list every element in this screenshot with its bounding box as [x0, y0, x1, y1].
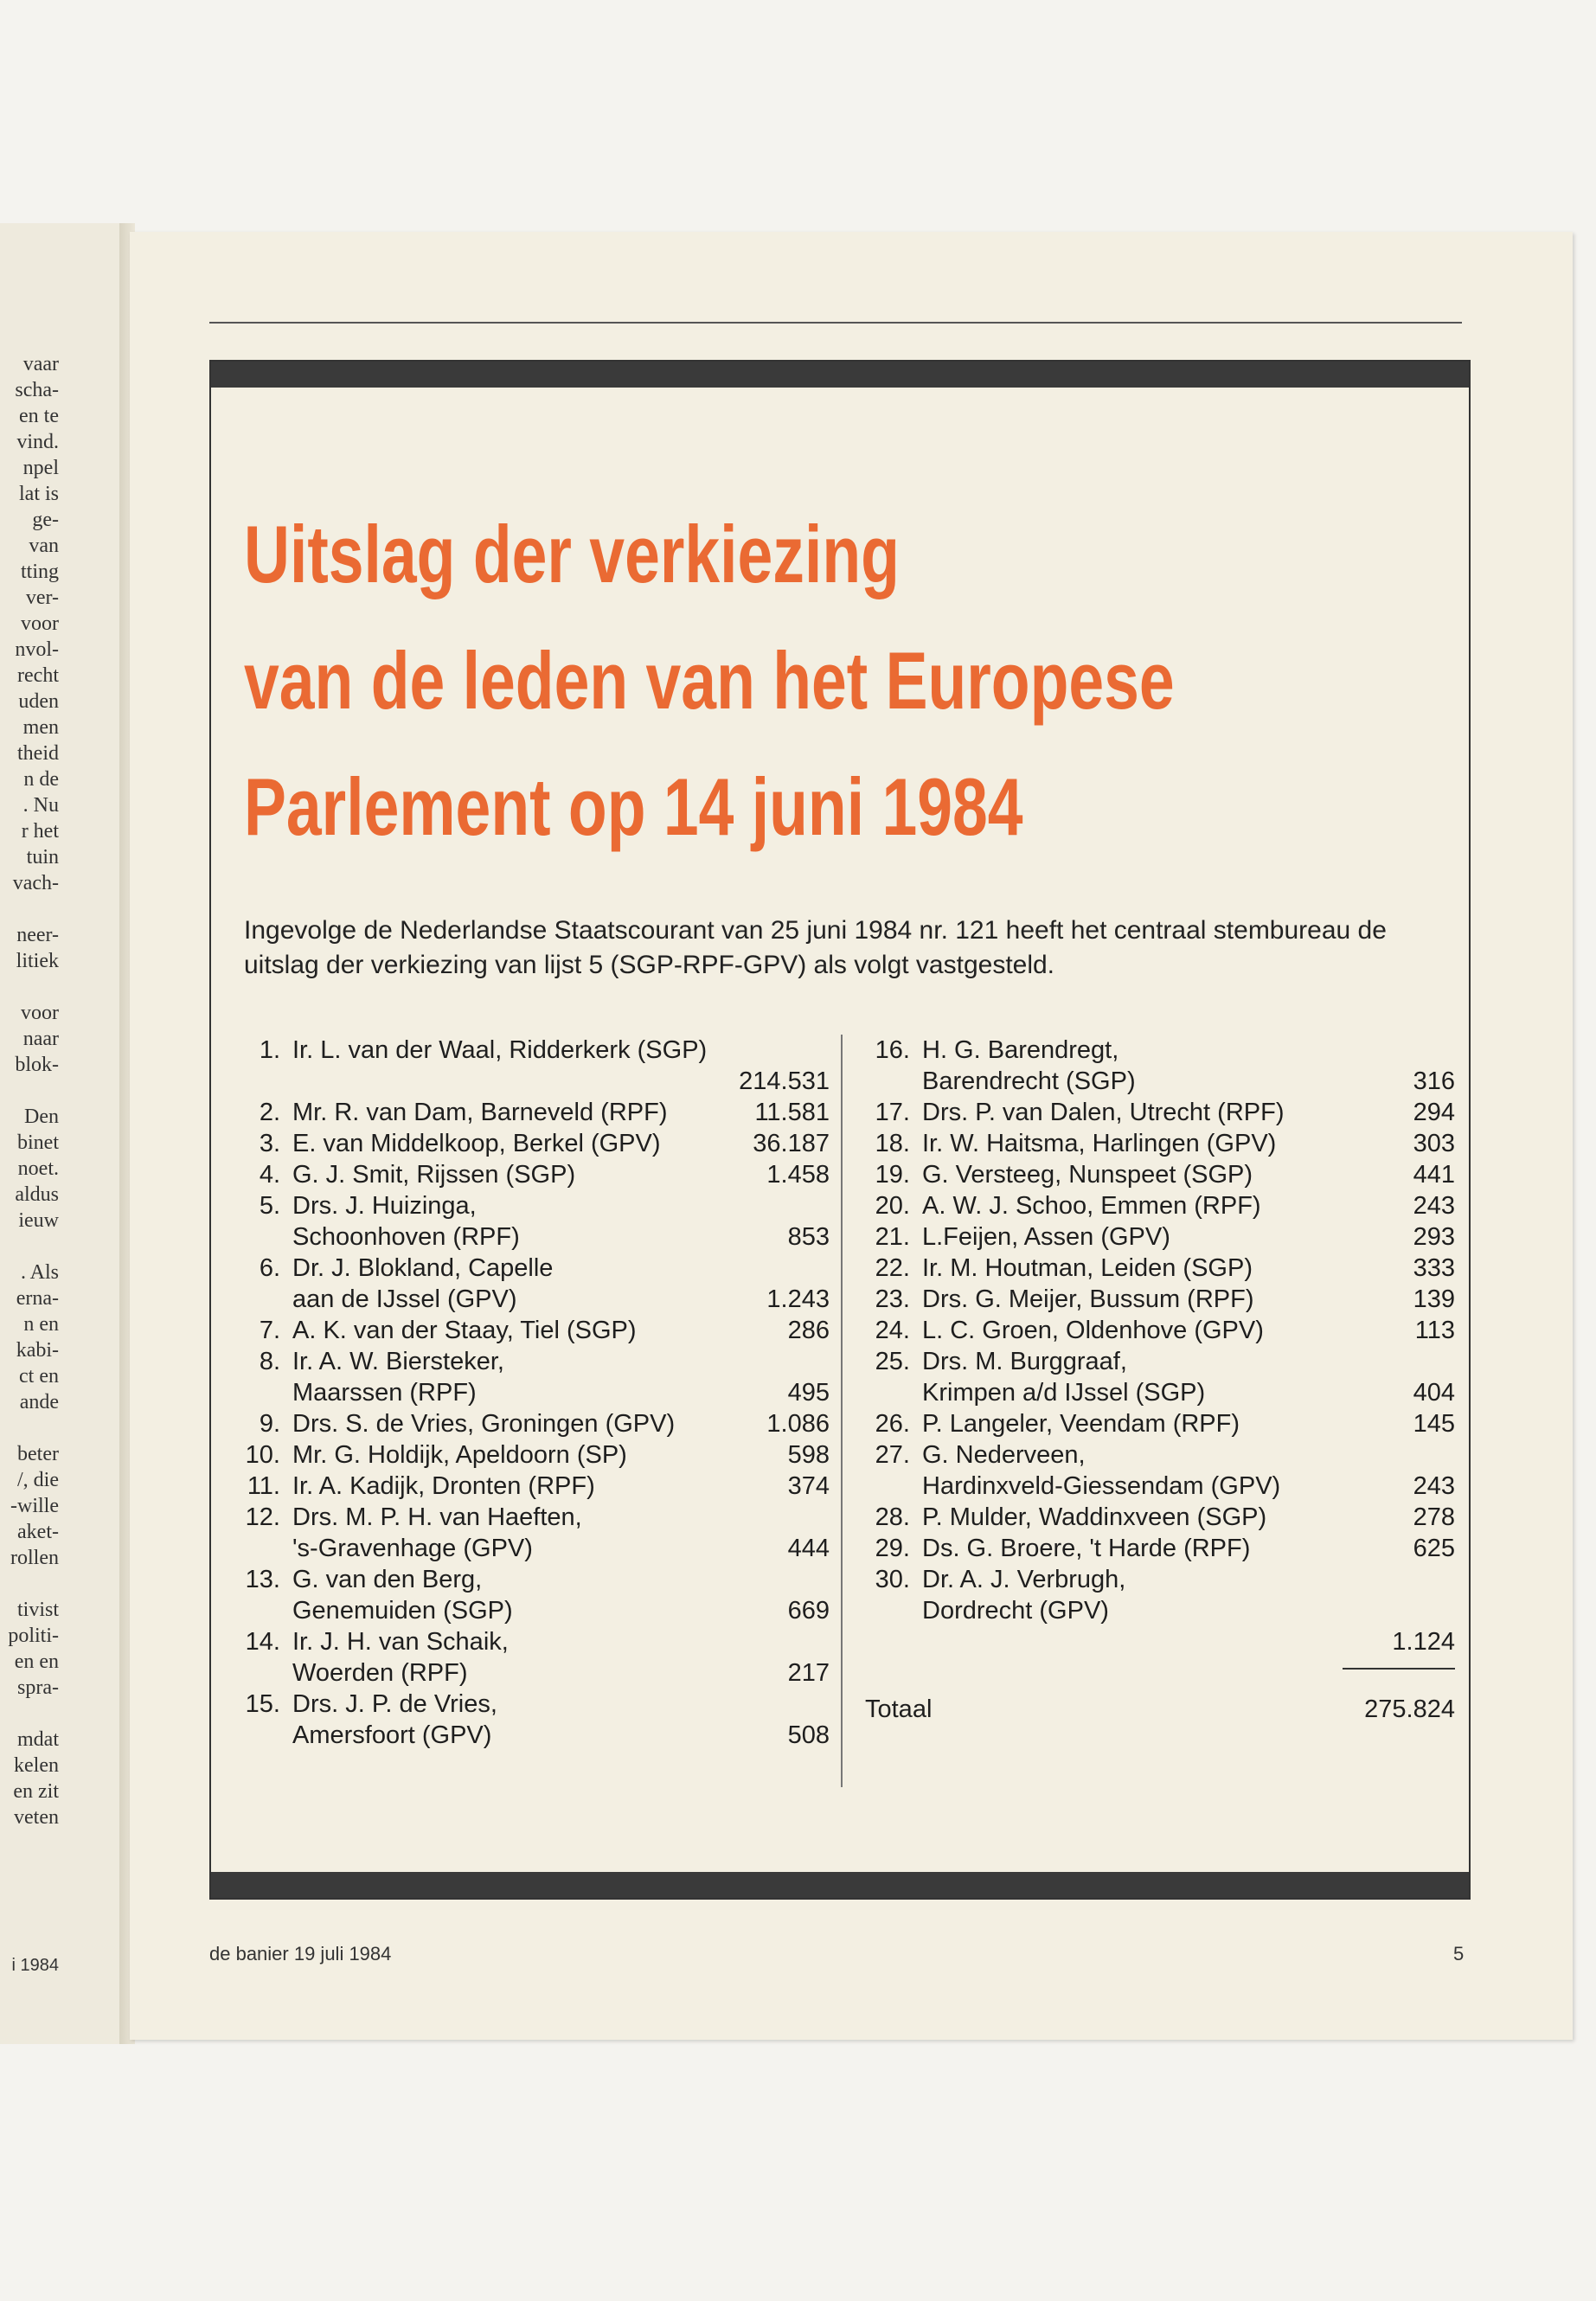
results-right-column [858, 1035, 1455, 1725]
left-page-text-line: Den [24, 1106, 59, 1128]
candidate-text: Drs. J. P. de Vries, [292, 1690, 497, 1718]
result-rank: 21. [875, 1223, 910, 1251]
candidate-text: Drs. J. Huizinga, [292, 1192, 477, 1220]
result-rank: 22. [875, 1254, 910, 1282]
result-body [910, 1564, 1455, 1657]
result-rank: 17. [875, 1099, 910, 1126]
result-body [280, 1439, 830, 1471]
result-entry [858, 1253, 1455, 1284]
left-page-text-line: noet. [17, 1157, 59, 1180]
headline-line-2: van de leden van het Europese [244, 635, 1175, 726]
candidate-text: Ir. A. Kadijk, Dronten (RPF) [292, 1472, 595, 1500]
left-page-text-line: voor [21, 1002, 59, 1024]
candidate-text: E. van Middelkoop, Berkel (GPV) [292, 1130, 661, 1157]
result-line [292, 1720, 830, 1751]
candidate-text: P. Mulder, Waddinxveen (SGP) [922, 1503, 1267, 1531]
left-page-text-line: r het [21, 820, 59, 843]
result-line [922, 1159, 1455, 1190]
vote-count: 444 [787, 1535, 830, 1562]
vote-count: 1.458 [766, 1161, 830, 1189]
candidate-text: Hardinxveld-Giessendam (GPV) [922, 1472, 1281, 1500]
left-page-text-line: scha- [15, 379, 59, 401]
result-line [922, 1533, 1455, 1564]
candidate-text: Woerden (RPF) [292, 1659, 468, 1687]
candidate-text: Dr. A. J. Verbrugh, [922, 1566, 1126, 1593]
result-line [922, 1346, 1455, 1377]
result-entry [858, 1502, 1455, 1533]
result-line [922, 1066, 1455, 1097]
vote-count: 294 [1413, 1099, 1455, 1126]
candidate-text: Drs. P. van Dalen, Utrecht (RPF) [922, 1099, 1285, 1126]
result-line [922, 1221, 1455, 1253]
candidate-text: aan de IJssel (GPV) [292, 1285, 517, 1313]
candidate-text: G. Versteeg, Nunspeet (SGP) [922, 1161, 1253, 1189]
result-entry [228, 1035, 830, 1097]
left-page-text-line: politi- [8, 1625, 59, 1647]
result-line [292, 1346, 830, 1377]
total-rule [1343, 1668, 1455, 1670]
result-line [292, 1626, 830, 1657]
result-entry [858, 1315, 1455, 1346]
left-page-text-line: uden [18, 690, 59, 713]
candidate-text: Mr. R. van Dam, Barneveld (RPF) [292, 1099, 668, 1126]
vote-count: 293 [1413, 1223, 1455, 1251]
left-page-text-line [0, 1415, 59, 1441]
candidate-text: G. J. Smit, Rijssen (SGP) [292, 1161, 576, 1189]
result-rank: 2. [259, 1099, 280, 1126]
left-page-text-line: lat is [19, 483, 59, 505]
result-line [292, 1284, 830, 1315]
left-page-text-column [0, 351, 59, 1830]
vote-count: 217 [787, 1659, 830, 1687]
candidate-text: Schoonhoven (RPF) [292, 1223, 520, 1251]
vote-count: 139 [1413, 1285, 1455, 1313]
left-page-text-line: ande [19, 1391, 59, 1413]
page-footer-publication: de banier 19 juli 1984 [209, 1943, 392, 1965]
result-entry [858, 1439, 1455, 1502]
candidate-text: Ds. G. Broere, 't Harde (RPF) [922, 1535, 1251, 1562]
result-body [910, 1315, 1455, 1346]
candidate-text: G. Nederveen, [922, 1441, 1086, 1469]
left-page-text-line [0, 974, 59, 1000]
result-entry [228, 1502, 830, 1564]
left-page-text-line: vind. [16, 431, 59, 453]
results-right-list [858, 1035, 1455, 1657]
result-line [292, 1439, 830, 1471]
result-entry [858, 1564, 1455, 1657]
result-rank: 4. [259, 1161, 280, 1189]
left-page-text-line: nvol- [15, 638, 59, 661]
result-body [280, 1346, 830, 1408]
result-rank: 1. [259, 1036, 280, 1064]
vote-count: 495 [787, 1379, 830, 1407]
result-line [292, 1564, 830, 1595]
result-rank: 24. [875, 1317, 910, 1344]
left-page-text-line: vach- [12, 872, 59, 894]
left-page-text-line: /, die [17, 1469, 59, 1491]
result-entry [858, 1097, 1455, 1128]
result-body [280, 1190, 830, 1253]
candidate-text: Ir. A. W. Biersteker, [292, 1348, 504, 1375]
result-body [280, 1315, 830, 1346]
result-line [292, 1377, 830, 1408]
candidate-text: Genemuiden (SGP) [292, 1597, 513, 1625]
magazine-page [130, 232, 1573, 2040]
vote-count: 11.581 [754, 1099, 830, 1126]
left-page-text-line [0, 1571, 59, 1597]
vote-count: 214.531 [739, 1067, 830, 1095]
result-line [292, 1035, 830, 1066]
result-rank: 20. [875, 1192, 910, 1220]
vote-count: 669 [787, 1597, 830, 1625]
left-page-text-line: naar [22, 1028, 59, 1050]
result-body [280, 1159, 830, 1190]
result-entry [228, 1346, 830, 1408]
candidate-text: 's-Gravenhage (GPV) [292, 1535, 533, 1562]
left-page-text-line: van [29, 535, 59, 557]
left-page-text-line: men [22, 716, 59, 739]
headline-line-3: Parlement op 14 juni 1984 [244, 761, 1023, 852]
left-page-text-line: en te [19, 405, 59, 427]
result-body [280, 1626, 830, 1689]
candidate-text: Krimpen a/d IJssel (SGP) [922, 1379, 1206, 1407]
candidate-text: Ir. L. van der Waal, Ridderkerk (SGP) [292, 1036, 708, 1064]
result-rank: 8. [259, 1348, 280, 1375]
left-page-text-line: tuin [26, 846, 59, 868]
result-line [922, 1253, 1455, 1284]
result-body [910, 1190, 1455, 1221]
top-bar [211, 362, 1469, 388]
vote-count: 286 [787, 1317, 830, 1344]
result-entry [858, 1190, 1455, 1221]
candidate-text: G. van den Berg, [292, 1566, 483, 1593]
headline [244, 491, 1175, 870]
left-page-text-line: n de [23, 768, 59, 791]
result-entry [858, 1533, 1455, 1564]
left-page-text-line [0, 1078, 59, 1104]
result-body [280, 1253, 830, 1315]
left-page-text-line: rollen [10, 1547, 59, 1569]
left-page-text-line: vaar [22, 353, 59, 375]
result-line [292, 1408, 830, 1439]
result-body [910, 1221, 1455, 1253]
result-body [910, 1284, 1455, 1315]
left-page [0, 223, 130, 2044]
left-page-text-line: ct en [19, 1365, 59, 1388]
result-line [292, 1221, 830, 1253]
candidate-text: Amersfoort (GPV) [292, 1721, 492, 1749]
left-page-text-line: . Nu [22, 794, 59, 817]
result-entry [228, 1408, 830, 1439]
left-page-footer: i 1984 [11, 1956, 59, 1975]
result-entry [228, 1253, 830, 1315]
left-page-text-line: erna- [16, 1287, 59, 1310]
candidate-text: P. Langeler, Veendam (RPF) [922, 1410, 1240, 1438]
result-entry [228, 1190, 830, 1253]
left-page-text-line: binet [17, 1131, 59, 1154]
left-page-text-line: -wille [10, 1495, 59, 1517]
result-rank: 18. [875, 1130, 910, 1157]
result-rank: 19. [875, 1161, 910, 1189]
result-rank: 27. [875, 1441, 910, 1469]
left-page-text-line: tting [20, 561, 59, 583]
result-entry [228, 1439, 830, 1471]
result-body [910, 1408, 1455, 1439]
vote-count: 316 [1413, 1067, 1455, 1095]
intro-paragraph [244, 913, 1438, 983]
column-divider [841, 1035, 843, 1787]
result-rank: 30. [875, 1566, 910, 1593]
result-body [910, 1159, 1455, 1190]
vote-count: 333 [1413, 1254, 1455, 1282]
result-line [922, 1471, 1455, 1502]
result-line [922, 1128, 1455, 1159]
result-body [910, 1439, 1455, 1502]
candidate-text: Drs. S. de Vries, Groningen (GPV) [292, 1410, 676, 1438]
result-rank: 25. [875, 1348, 910, 1375]
result-line [292, 1502, 830, 1533]
candidate-text: Ir. W. Haitsma, Harlingen (GPV) [922, 1130, 1277, 1157]
intro-line-2: uitslag der verkiezing van lijst 5 (SGP-RPF-GPV) als volgt vastgesteld. [244, 951, 1055, 979]
result-rank: 11. [247, 1472, 280, 1500]
left-page-text-line: spra- [17, 1676, 59, 1699]
result-rank: 9. [259, 1410, 280, 1438]
result-line [922, 1564, 1455, 1595]
result-entry [228, 1315, 830, 1346]
left-page-text-line: litiek [16, 950, 59, 972]
result-line [922, 1439, 1455, 1471]
result-body [910, 1533, 1455, 1564]
result-line [922, 1097, 1455, 1128]
candidate-text: Barendrecht (SGP) [922, 1067, 1136, 1095]
vote-count: 243 [1413, 1472, 1455, 1500]
result-line [292, 1159, 830, 1190]
result-rank: 15. [245, 1690, 280, 1718]
left-page-text-line: ver- [25, 586, 59, 609]
result-line [922, 1035, 1455, 1066]
result-entry [858, 1408, 1455, 1439]
result-line [292, 1689, 830, 1720]
left-page-text-line: veten [14, 1806, 59, 1829]
result-entry [858, 1128, 1455, 1159]
result-entry [228, 1689, 830, 1751]
vote-count: 1.243 [766, 1285, 830, 1313]
result-rank: 7. [259, 1317, 280, 1344]
candidate-text: L. C. Groen, Oldenhove (GPV) [922, 1317, 1264, 1344]
result-entry [228, 1626, 830, 1689]
candidate-text: A. K. van der Staay, Tiel (SGP) [292, 1317, 637, 1344]
vote-count: 145 [1413, 1410, 1455, 1438]
top-rule [209, 322, 1462, 324]
result-rank: 16. [875, 1036, 910, 1064]
left-page-text-line: theid [17, 742, 59, 765]
left-page-text-line: voor [21, 612, 59, 635]
result-line [922, 1502, 1455, 1533]
result-line [922, 1408, 1455, 1439]
candidate-text: Maarssen (RPF) [292, 1379, 477, 1407]
result-body [910, 1128, 1455, 1159]
vote-count: 303 [1413, 1130, 1455, 1157]
candidate-text: Mr. G. Holdijk, Apeldoorn (SP) [292, 1441, 627, 1469]
left-page-text-line: npel [22, 457, 59, 479]
result-body [910, 1097, 1455, 1128]
vote-count: 404 [1413, 1379, 1455, 1407]
result-line [292, 1315, 830, 1346]
result-rank: 12. [245, 1503, 280, 1531]
vote-count: 113 [1414, 1317, 1455, 1344]
result-body [280, 1689, 830, 1751]
vote-count: 508 [787, 1721, 830, 1749]
result-rank: 29. [875, 1535, 910, 1562]
left-page-text-line: n en [23, 1313, 59, 1336]
vote-count: 1.086 [766, 1410, 830, 1438]
vote-count: 853 [787, 1223, 830, 1251]
vote-count: 1.124 [1392, 1628, 1455, 1656]
left-page-text-line [0, 896, 59, 922]
left-page-text-line: ge- [32, 509, 59, 531]
left-page-text-line: . Als [20, 1261, 59, 1284]
result-entry [858, 1284, 1455, 1315]
bottom-bar [211, 1872, 1469, 1898]
vote-count: 36.187 [753, 1130, 830, 1157]
candidate-text: Ir. M. Houtman, Leiden (SGP) [922, 1254, 1253, 1282]
result-entry [228, 1097, 830, 1128]
left-page-text-line: mdat [17, 1728, 59, 1751]
results-left-column [228, 1035, 830, 1751]
result-body [280, 1564, 830, 1626]
left-page-text-line: recht [17, 664, 59, 687]
left-page-text-line: beter [17, 1443, 59, 1465]
result-line [292, 1595, 830, 1626]
vote-count: 625 [1413, 1535, 1455, 1562]
result-line [292, 1657, 830, 1689]
result-entry [858, 1035, 1455, 1097]
candidate-text: Dordrecht (GPV) [922, 1597, 1109, 1625]
candidate-text: Dr. J. Blokland, Capelle [292, 1254, 554, 1282]
vote-count: 598 [787, 1441, 830, 1469]
result-body [910, 1253, 1455, 1284]
left-page-text-line: tivist [16, 1599, 59, 1621]
candidate-text: Drs. G. Meijer, Bussum (RPF) [922, 1285, 1254, 1313]
result-line [292, 1190, 830, 1221]
left-page-text-line: neer- [16, 924, 59, 946]
vote-count: 374 [787, 1472, 830, 1500]
candidate-text: Ir. J. H. van Schaik, [292, 1628, 509, 1656]
vote-count: 243 [1413, 1192, 1455, 1220]
result-body [280, 1128, 830, 1159]
result-rank: 6. [259, 1254, 280, 1282]
result-line [922, 1377, 1455, 1408]
candidate-text: H. G. Barendregt, [922, 1036, 1119, 1064]
result-body [910, 1035, 1455, 1097]
result-rank: 3. [259, 1130, 280, 1157]
result-rank: 13. [245, 1566, 280, 1593]
left-page-text-line: kelen [14, 1754, 59, 1777]
result-line [292, 1097, 830, 1128]
left-page-text-line: en en [14, 1650, 59, 1673]
result-entry [858, 1221, 1455, 1253]
result-line [922, 1190, 1455, 1221]
result-line [922, 1595, 1455, 1626]
left-page-text-line: en zit [13, 1780, 59, 1803]
result-body [910, 1346, 1455, 1408]
left-page-text-line: aket- [17, 1521, 59, 1543]
left-page-text-line: kabi- [16, 1339, 59, 1362]
total-row [858, 1694, 1455, 1725]
candidate-text: A. W. J. Schoo, Emmen (RPF) [922, 1192, 1261, 1220]
left-page-text-line [0, 1234, 59, 1259]
intro-line-1: Ingevolge de Nederlandse Staatscourant van 25 juni 1984 nr. 121 heeft het centraal stembureau de [244, 916, 1387, 945]
total-label: Totaal [865, 1695, 933, 1723]
candidate-text: L.Feijen, Assen (GPV) [922, 1223, 1170, 1251]
results-box [209, 360, 1471, 1900]
left-page-text-line [0, 1701, 59, 1727]
left-page-text-line: blok- [15, 1054, 59, 1076]
result-line [292, 1128, 830, 1159]
candidate-text: Drs. M. P. H. van Haeften, [292, 1503, 582, 1531]
result-entry [858, 1159, 1455, 1190]
results-columns [228, 1035, 1455, 1804]
left-page-text-line: ieuw [18, 1209, 59, 1232]
result-entry [228, 1564, 830, 1626]
result-entry [228, 1128, 830, 1159]
candidate-text: Drs. M. Burggraaf, [922, 1348, 1127, 1375]
headline-line-1: Uitslag der verkiezing [244, 509, 900, 599]
result-body [280, 1471, 830, 1502]
result-rank: 23. [875, 1285, 910, 1313]
left-page-text-line: aldus [15, 1183, 59, 1206]
vote-count: 278 [1413, 1503, 1455, 1531]
result-rank: 10. [245, 1441, 280, 1469]
result-line [922, 1315, 1455, 1346]
result-rank: 28. [875, 1503, 910, 1531]
total-value: 275.824 [1364, 1695, 1455, 1723]
result-entry [228, 1471, 830, 1502]
result-line [292, 1253, 830, 1284]
result-body [280, 1408, 830, 1439]
result-line [292, 1533, 830, 1564]
page-number: 5 [1453, 1943, 1465, 1965]
result-entry [228, 1159, 830, 1190]
result-entry [858, 1346, 1455, 1408]
result-body [280, 1097, 830, 1128]
result-rank: 26. [875, 1410, 910, 1438]
result-rank: 5. [259, 1192, 280, 1220]
result-body [910, 1502, 1455, 1533]
result-body [280, 1035, 830, 1097]
result-line [922, 1284, 1455, 1315]
vote-count: 441 [1413, 1161, 1455, 1189]
result-body [280, 1502, 830, 1564]
result-rank: 14. [245, 1628, 280, 1656]
result-line [292, 1471, 830, 1502]
